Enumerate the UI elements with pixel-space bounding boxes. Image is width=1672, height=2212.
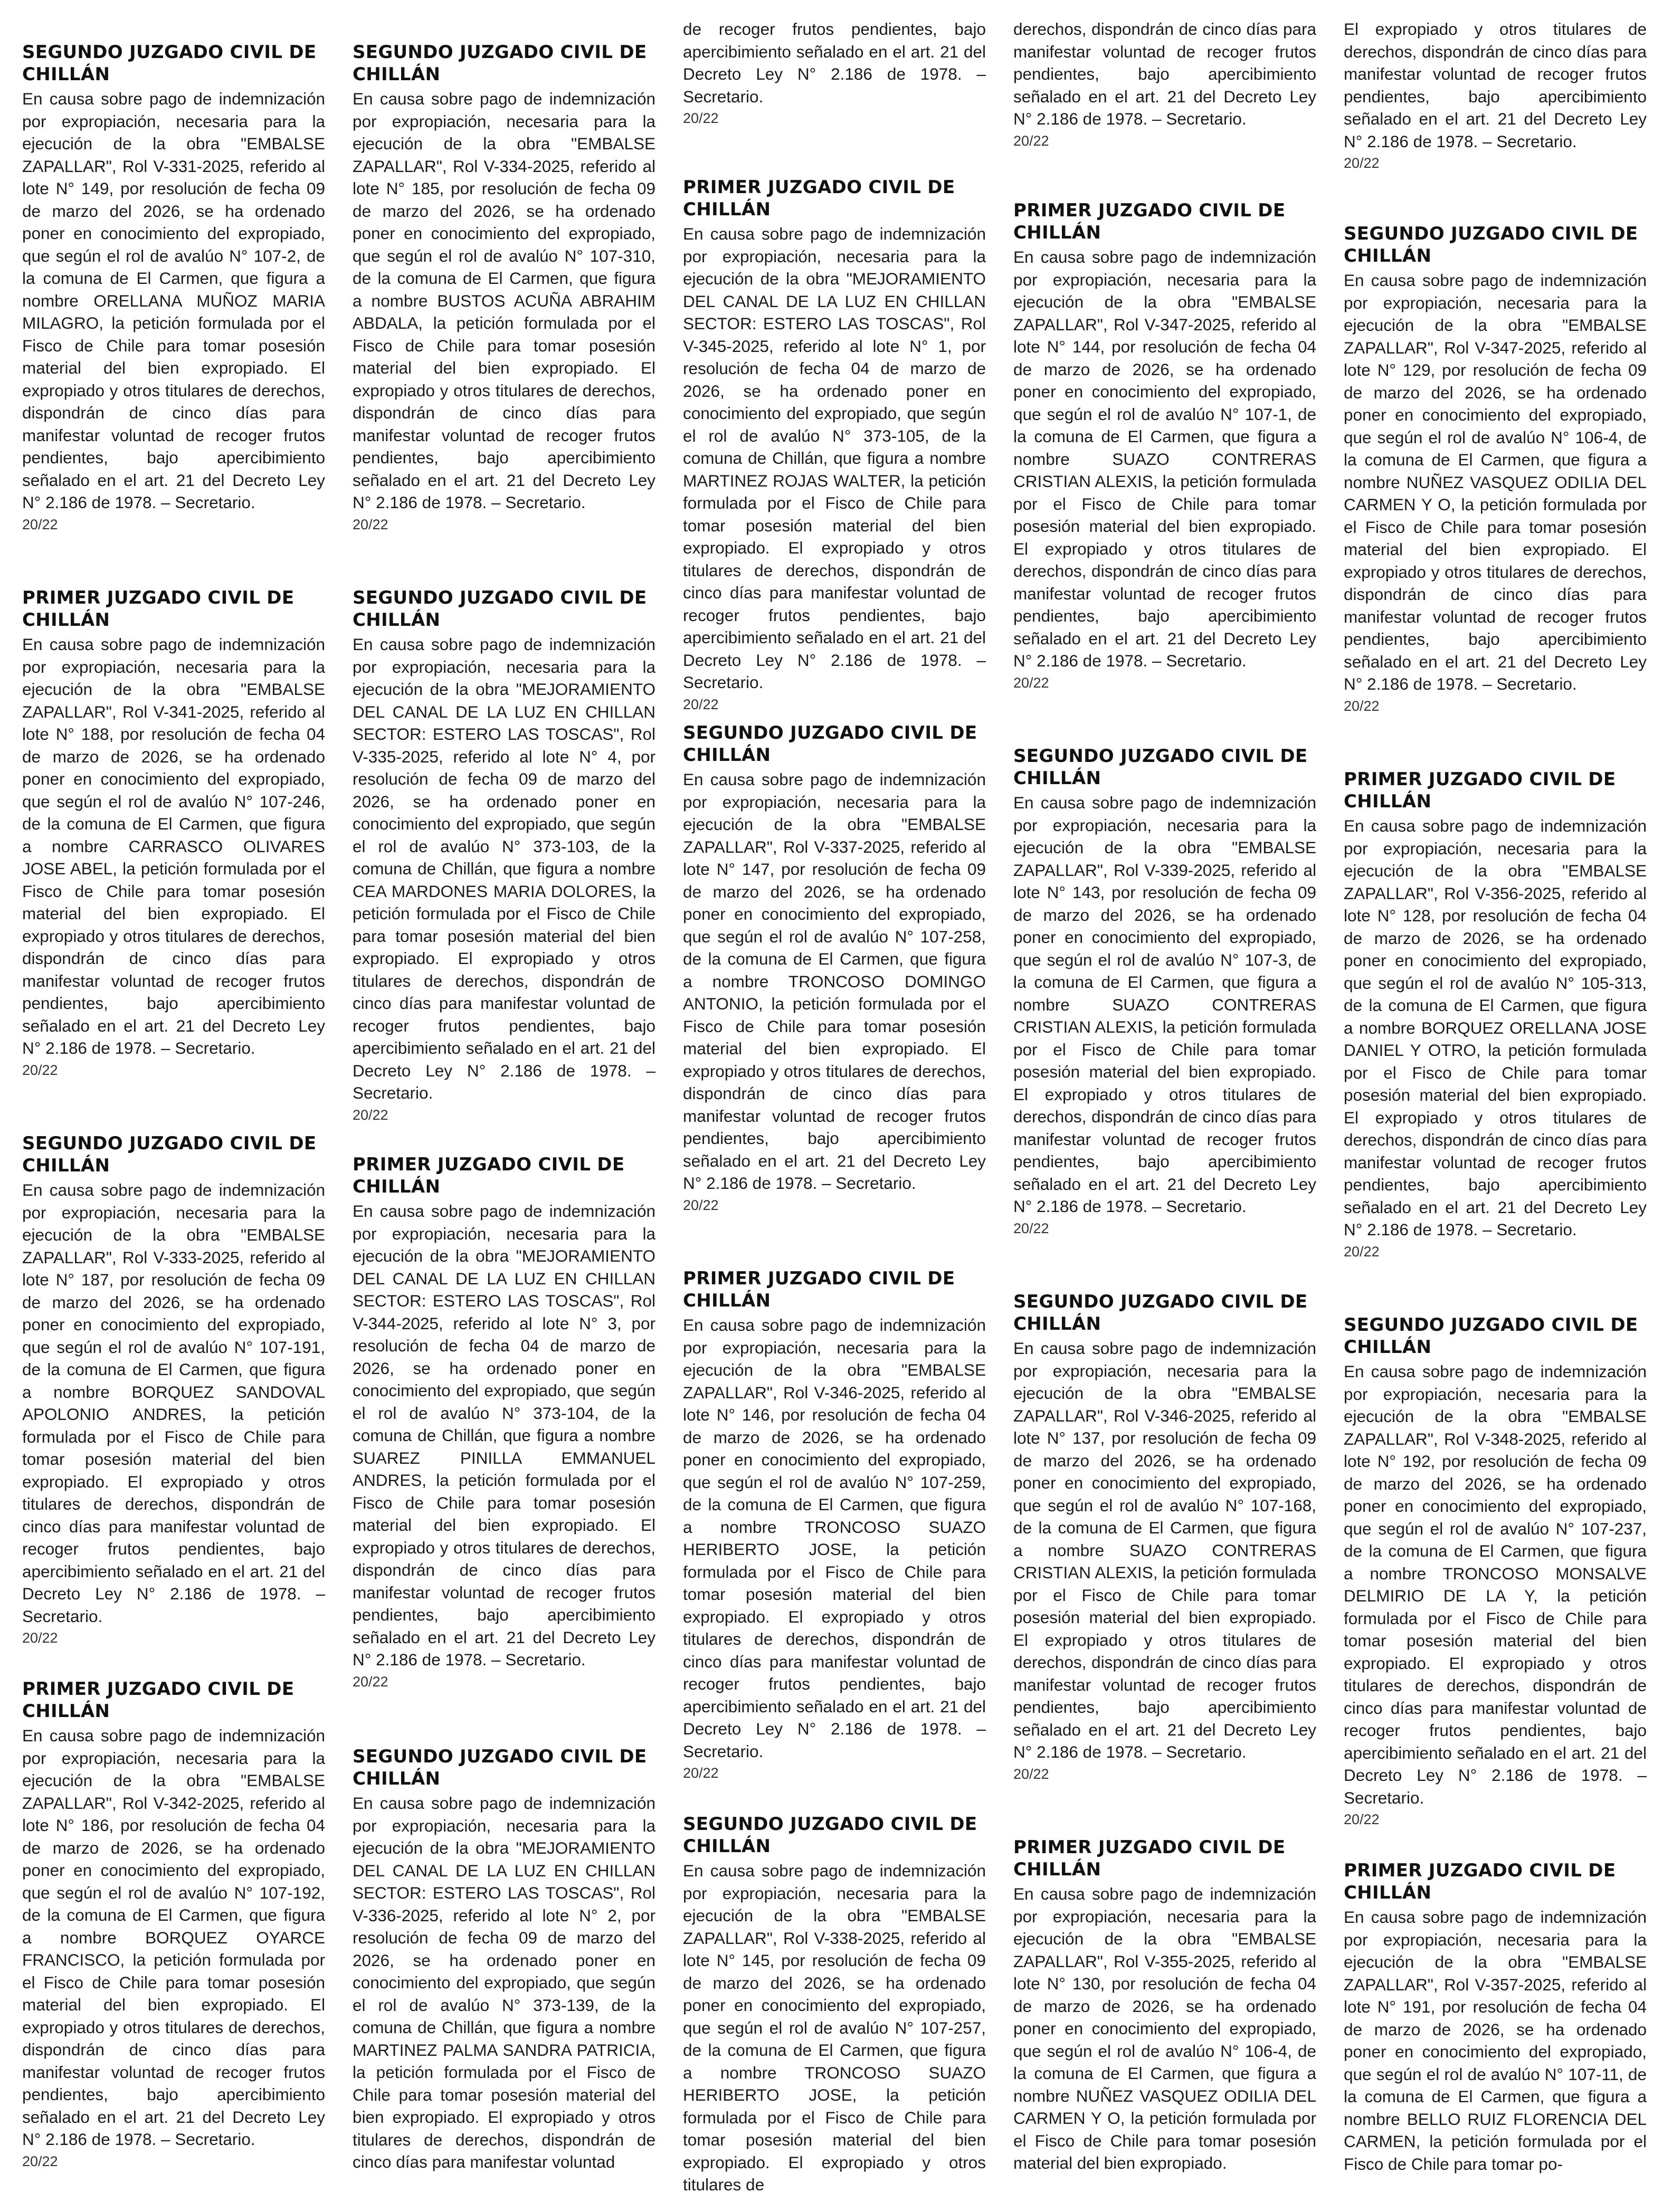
legal-notice bbox=[1013, 199, 1316, 692]
legal-notice bbox=[1013, 745, 1316, 1238]
legal-notice bbox=[22, 587, 325, 1080]
notice-body: En causa sobre pago de indemnización por expropiación, necesaria para la ejecución de la obra "EMBALSE ZAPALLAR", Rol V-347-2025, referido al lote N° 144, por resolución de fecha 04 de marzo de 2026, se ha ordenado poner en conocimiento del expropiado, que según el rol de avalúo N° 107-1, de la comuna de El Carmen, que figura a nombre SUAZO CONTRERAS CRISTIAN ALEXIS, la petición formulada por el Fisco de Chile para tomar posesión material del bien expropiado. El expropiado y otros titulares de derechos, dispondrán de cinco días para manifestar voluntad de recoger frutos pendientes, bajo apercibimiento señalado en el art. 21 del Decreto Ley N° 2.186 de 1978. – Secretario. bbox=[1013, 247, 1316, 670]
notice-body: En causa sobre pago de indemnización por expropiación, necesaria para la ejecución de la obra "MEJORAMIENTO DEL CANAL DE LA LUZ EN CHILLAN SECTOR: ESTERO LAS TOSCAS", Rol V-336-2025, referido al lote N° 2, por resolución de fecha 09 de marzo del 2026, se ha ordenado poner en conocimiento del expropiado, que según el rol de avalúo N° 373-139, de la comuna de Chillán, que figura a nombre MARTINEZ PALMA SANDRA PATRICIA, la petición formulada por el Fisco de Chile para tomar posesión material del bien expropiado. El expropiado y otros titulares de derechos, dispondrán de cinco días para manifestar voluntad bbox=[353, 1794, 656, 2171]
notice-body: En causa sobre pago de indemnización por expropiación, necesaria para la ejecución de la obra "MEJORAMIENTO DEL CANAL DE LA LUZ EN CHILLAN SECTOR: ESTERO LAS TOSCAS", Rol V-345-2025, referido al lote N° 1, por resolución de fecha 04 de marzo de 2026, se ha ordenado poner en conocimiento del expropiado, que según el rol de avalúo N° 373-105, de la comuna de Chillán, que figura a nombre MARTINEZ ROJAS WALTER, la petición formulada por el Fisco de Chile para tomar posesión material del bien expropiado. El expropiado y otros titulares de derechos, dispondrán de cinco días para manifestar voluntad de recoger frutos pendientes, bajo apercibimiento señalado en el art. 21 del Decreto Ley N° 2.186 de 1978. – Secretario. bbox=[683, 224, 986, 692]
legal-notice bbox=[22, 1678, 325, 2171]
notice-title: SEGUNDO JUZGADO CIVIL DE CHILLÁN bbox=[683, 722, 977, 766]
notice-code: 20/22 bbox=[683, 1197, 719, 1213]
notice-body: En causa sobre pago de indemnización por expropiación, necesaria para la ejecución de la obra "EMBALSE ZAPALLAR", Rol V-337-2025, referido al lote N° 147, por resolución de fecha 09 de marzo del 2026, se ha ordenado poner en conocimiento del expropiado, que según el rol de avalúo N° 107-258, de la comuna de El Carmen, que figura a nombre TRONCOSO DOMINGO ANTONIO, la petición formulada por el Fisco de Chile para tomar posesión material del bien expropiado. El expropiado y otros titulares de derechos, dispondrán de cinco días para manifestar voluntad de recoger frutos pendientes, bajo apercibimiento señalado en el art. 21 del Decreto Ley N° 2.186 de 1978. – Secretario. bbox=[683, 770, 986, 1193]
notice-code: 20/22 bbox=[683, 1765, 719, 1781]
notice-code: 20/22 bbox=[22, 2153, 58, 2169]
notice-title: SEGUNDO JUZGADO CIVIL DE CHILLÁN bbox=[1013, 746, 1308, 789]
notice-body: En causa sobre pago de indemnización por expropiación, necesaria para la ejecución de la obra "EMBALSE ZAPALLAR", Rol V-338-2025, referido al lote N° 145, por resolución de fecha 09 de marzo del 2026, se ha ordenado poner en conocimiento del expropiado, que según el rol de avalúo N° 107-257, de la comuna de El Carmen, que figura a nombre TRONCOSO SUAZO HERIBERTO JOSE, la petición formulada por el Fisco de Chile para tomar posesión material del bien expropiado. El expropiado y otros titulares de bbox=[683, 1861, 986, 2194]
notice-title: PRIMER JUZGADO CIVIL DE CHILLÁN bbox=[1013, 1837, 1286, 1880]
notice-code: 20/22 bbox=[683, 696, 719, 712]
notice-code: 20/22 bbox=[353, 516, 388, 532]
notice-body: El expropiado y otros titulares de derechos, dispondrán de cinco días para manifestar voluntad de recoger frutos pendientes, bajo apercibimiento señalado en el art. 21 del Decreto Ley N° 2.186 de 1978. – Secretario. bbox=[1344, 20, 1647, 151]
legal-notice bbox=[1344, 768, 1647, 1261]
notice-title: PRIMER JUZGADO CIVIL DE CHILLÁN bbox=[1344, 769, 1616, 812]
notice-body: En causa sobre pago de indemnización por expropiación, necesaria para la ejecución de la obra "EMBALSE ZAPALLAR", Rol V-346-2025, referido al lote N° 146, por resolución de fecha 04 de marzo de 2026, se ha ordenado poner en conocimiento del expropiado, que según el rol de avalúo N° 107-259, de la comuna de El Carmen, que figura a nombre TRONCOSO SUAZO HERIBERTO JOSE, la petición formulada por el Fisco de Chile para tomar posesión material del bien expropiado. El expropiado y otros titulares de derechos, dispondrán de cinco días para manifestar voluntad de recoger frutos pendientes, bajo apercibimiento señalado en el art. 21 del Decreto Ley N° 2.186 de 1978. – Secretario. bbox=[683, 1315, 986, 1761]
legal-notice bbox=[353, 587, 656, 1124]
notice-title: SEGUNDO JUZGADO CIVIL DE CHILLÁN bbox=[1344, 1314, 1638, 1358]
notice-code: 20/22 bbox=[1344, 155, 1380, 171]
legal-notice bbox=[1344, 223, 1647, 716]
notice-title: SEGUNDO JUZGADO CIVIL DE CHILLÁN bbox=[353, 587, 647, 631]
column-1 bbox=[22, 0, 325, 2212]
notice-title: SEGUNDO JUZGADO CIVIL DE CHILLÁN bbox=[1344, 223, 1638, 266]
legal-notice bbox=[683, 18, 986, 128]
legal-notice bbox=[1013, 1836, 1316, 2176]
notice-code: 20/22 bbox=[1013, 1766, 1049, 1782]
legal-notice bbox=[22, 1132, 325, 1647]
notice-body: En causa sobre pago de indemnización por expropiación, necesaria para la ejecución de la obra "EMBALSE ZAPALLAR", Rol V-346-2025, referido al lote N° 137, por resolución de fecha 09 de marzo del 2026, se ha ordenado poner en conocimiento del expropiado, que según el rol de avalúo N° 107-168, de la comuna de El Carmen, que figura a nombre SUAZO CONTRERAS CRISTIAN ALEXIS, la petición formulada por el Fisco de Chile para tomar posesión material del bien expropiado. El expropiado y otros titulares de derechos, dispondrán de cinco días para manifestar voluntad de recoger frutos pendientes, bajo apercibimiento señalado en el art. 21 del Decreto Ley N° 2.186 de 1978. – Secretario. bbox=[1013, 1339, 1316, 1761]
legal-notice bbox=[683, 1267, 986, 1782]
notice-body: de recoger frutos pendientes, bajo apercibimiento señalado en el art. 21 del Decreto Ley N° 2.186 de 1978. – Secretario. bbox=[683, 20, 986, 106]
notice-code: 20/22 bbox=[1344, 1811, 1380, 1827]
notice-title: PRIMER JUZGADO CIVIL DE CHILLÁN bbox=[1344, 1860, 1616, 1903]
notice-body: En causa sobre pago de indemnización por expropiación, necesaria para la ejecución de la obra "EMBALSE ZAPALLAR", Rol V-357-2025, referido al lote N° 191, por resolución de fecha 04 de marzo de 2026, se ha ordenado poner en conocimiento del expropiado, que según el rol de avalúo N° 107-11, de la comuna de El Carmen, que figura a nombre BELLO RUIZ FLORENCIA DEL CARMEN, la petición formulada por el Fisco de Chile para tomar po- bbox=[1344, 1908, 1647, 2173]
legal-notice bbox=[353, 1153, 656, 1691]
legal-notice bbox=[1344, 18, 1647, 173]
notice-code: 20/22 bbox=[1013, 132, 1049, 149]
notice-body: En causa sobre pago de indemnización por expropiación, necesaria para la ejecución de la obra "EMBALSE ZAPALLAR", Rol V-333-2025, referido al lote N° 187, por resolución de fecha 09 de marzo del 2026, se ha ordenado poner en conocimiento del expropiado, que según el rol de avalúo N° 107-191, de la comuna de El Carmen, que figura a nombre BORQUEZ SANDOVAL APOLONIO ANDRES, la petición formulada por el Fisco de Chile para tomar posesión material del bien expropiado. El expropiado y otros titulares de derechos, dispondrán de cinco días para manifestar voluntad de recoger frutos pendientes, bajo apercibimiento señalado en el art. 21 del Decreto Ley N° 2.186 de 1978. – Secretario. bbox=[22, 1180, 325, 1626]
notice-code: 20/22 bbox=[1344, 1243, 1380, 1260]
notice-title: SEGUNDO JUZGADO CIVIL DE CHILLÁN bbox=[1013, 1291, 1308, 1334]
legal-notice bbox=[353, 41, 656, 534]
notice-body: En causa sobre pago de indemnización por expropiación, necesaria para la ejecución de la obra "EMBALSE ZAPALLAR", Rol V-331-2025, referido al lote N° 149, por resolución de fecha 09 de marzo del 2026, se ha ordenado poner en conocimiento del expropiado, que según el rol de avalúo N° 107-2, de la comuna de El Carmen, que figura a nombre ORELLANA MUÑOZ MARIA MILAGRO, la petición formulada por el Fisco de Chile para tomar posesión material del bien expropiado. El expropiado y otros titulares de derechos, dispondrán de cinco días para manifestar voluntad de recoger frutos pendientes, bajo apercibimiento señalado en el art. 21 del Decreto Ley N° 2.186 de 1978. – Secretario. bbox=[22, 89, 325, 512]
notice-body: En causa sobre pago de indemnización por expropiación, necesaria para la ejecución de la obra "MEJORAMIENTO DEL CANAL DE LA LUZ EN CHILLAN SECTOR: ESTERO LAS TOSCAS", Rol V-344-2025, referido al lote N° 3, por resolución de fecha 04 de marzo de 2026, se ha ordenado poner en conocimiento del expropiado, que según el rol de avalúo N° 373-104, de la comuna de Chillán, que figura a nombre SUAREZ PINILLA EMMANUEL ANDRES, la petición formulada por el Fisco de Chile para tomar posesión material del bien expropiado. El expropiado y otros titulares de derechos, dispondrán de cinco días para manifestar voluntad de recoger frutos pendientes, bajo apercibimiento señalado en el art. 21 del Decreto Ley N° 2.186 de 1978. – Secretario. bbox=[353, 1202, 656, 1669]
notice-body: derechos, dispondrán de cinco días para manifestar voluntad de recoger frutos pendientes, bajo apercibimiento señalado en el art. 21 del Decreto Ley N° 2.186 de 1978. – Secretario. bbox=[1013, 20, 1316, 128]
notice-body: En causa sobre pago de indemnización por expropiación, necesaria para la ejecución de la obra "EMBALSE ZAPALLAR", Rol V-342-2025, referido al lote N° 186, por resolución de fecha 04 de marzo de 2026, se ha ordenado poner en conocimiento del expropiado, que según el rol de avalúo N° 107-192, de la comuna de El Carmen, que figura a nombre BORQUEZ OYARCE FRANCISCO, la petición formulada por el Fisco de Chile para tomar posesión material del bien expropiado. El expropiado y otros titulares de derechos, dispondrán de cinco días para manifestar voluntad de recoger frutos pendientes, bajo apercibimiento señalado en el art. 21 del Decreto Ley N° 2.186 de 1978. – Secretario. bbox=[22, 1726, 325, 2149]
legal-notice bbox=[683, 1813, 986, 2197]
notice-code: 20/22 bbox=[22, 1062, 58, 1078]
notice-code: 20/22 bbox=[22, 516, 58, 532]
notice-title: PRIMER JUZGADO CIVIL DE CHILLÁN bbox=[683, 177, 955, 220]
notice-title: PRIMER JUZGADO CIVIL DE CHILLÁN bbox=[683, 1268, 955, 1311]
notice-title: SEGUNDO JUZGADO CIVIL DE CHILLÁN bbox=[22, 42, 317, 85]
column-2 bbox=[353, 0, 656, 2212]
legal-notice bbox=[353, 1746, 656, 2175]
notice-title: SEGUNDO JUZGADO CIVIL DE CHILLÁN bbox=[683, 1814, 977, 1857]
notice-code: 20/22 bbox=[1013, 674, 1049, 691]
notice-body: En causa sobre pago de indemnización por expropiación, necesaria para la ejecución de la obra "EMBALSE ZAPALLAR", Rol V-355-2025, referido al lote N° 130, por resolución de fecha 04 de marzo de 2026, se ha ordenado poner en conocimiento del expropiado, que según el rol de avalúo N° 106-4, de la comuna de El Carmen, que figura a nombre NUÑEZ VASQUEZ ODILIA DEL CARMEN Y O, la petición formulada por el Fisco de Chile para tomar posesión material del bien expropiado. bbox=[1013, 1884, 1316, 2172]
notice-body: En causa sobre pago de indemnización por expropiación, necesaria para la ejecución de la obra "EMBALSE ZAPALLAR", Rol V-347-2025, referido al lote N° 129, por resolución de fecha 09 de marzo del 2026, se ha ordenado poner en conocimiento del expropiado, que según el rol de avalúo N° 106-4, de la comuna de El Carmen, que figura a nombre NUÑEZ VASQUEZ ODILIA DEL CARMEN Y O, la petición formulada por el Fisco de Chile para tomar posesión material del bien expropiado. El expropiado y otros titulares de derechos, dispondrán de cinco días para manifestar voluntad de recoger frutos pendientes, bajo apercibimiento señalado en el art. 21 del Decreto Ley N° 2.186 de 1978. – Secretario. bbox=[1344, 271, 1647, 693]
notice-title: PRIMER JUZGADO CIVIL DE CHILLÁN bbox=[22, 587, 294, 631]
notice-body: En causa sobre pago de indemnización por expropiación, necesaria para la ejecución de la obra "EMBALSE ZAPALLAR", Rol V-339-2025, referido al lote N° 143, por resolución de fecha 09 de marzo del 2026, se ha ordenado poner en conocimiento del expropiado, que según el rol de avalúo N° 107-3, de la comuna de El Carmen, que figura a nombre SUAZO CONTRERAS CRISTIAN ALEXIS, la petición formulada por el Fisco de Chile para tomar posesión material del bien expropiado. El expropiado y otros titulares de derechos, dispondrán de cinco días para manifestar voluntad de recoger frutos pendientes, bajo apercibimiento señalado en el art. 21 del Decreto Ley N° 2.186 de 1978. – Secretario. bbox=[1013, 793, 1316, 1216]
notice-body: En causa sobre pago de indemnización por expropiación, necesaria para la ejecución de la obra "EMBALSE ZAPALLAR", Rol V-356-2025, referido al lote N° 128, por resolución de fecha 04 de marzo de 2026, se ha ordenado poner en conocimiento del expropiado, que según el rol de avalúo N° 105-313, de la comuna de El Carmen, que figura a nombre BORQUEZ ORELLANA JOSE DANIEL Y OTRO, la petición formulada por el Fisco de Chile para tomar posesión material del bien expropiado. El expropiado y otros titulares de derechos, dispondrán de cinco días para manifestar voluntad de recoger frutos pendientes, bajo apercibimiento señalado en el art. 21 del Decreto Ley N° 2.186 de 1978. – Secretario. bbox=[1344, 816, 1647, 1239]
legal-notice bbox=[683, 722, 986, 1215]
notice-code: 20/22 bbox=[1344, 698, 1380, 714]
notice-title: PRIMER JUZGADO CIVIL DE CHILLÁN bbox=[1013, 200, 1286, 243]
column-4 bbox=[1013, 0, 1316, 2212]
legal-notice bbox=[22, 41, 325, 534]
notice-title: SEGUNDO JUZGADO CIVIL DE CHILLÁN bbox=[353, 42, 647, 85]
legal-notice bbox=[1013, 1291, 1316, 1784]
notice-code: 20/22 bbox=[353, 1673, 388, 1690]
column-3 bbox=[683, 0, 986, 2212]
notice-body: En causa sobre pago de indemnización por expropiación, necesaria para la ejecución de la obra "EMBALSE ZAPALLAR", Rol V-348-2025, referido al lote N° 192, por resolución de fecha 09 de marzo del 2026, se ha ordenado poner en conocimiento del expropiado, que según el rol de avalúo N° 107-237, de la comuna de El Carmen, que figura a nombre TRONCOSO MONSALVE DELMIRIO DE LA Y, la petición formulada por el Fisco de Chile para tomar posesión material del bien expropiado. El expropiado y otros titulares de derechos, dispondrán de cinco días para manifestar voluntad de recoger frutos pendientes, bajo apercibimiento señalado en el art. 21 del Decreto Ley N° 2.186 de 1978. – Secretario. bbox=[1344, 1362, 1647, 1807]
column-5 bbox=[1344, 0, 1647, 2212]
legal-notice bbox=[1013, 18, 1316, 150]
notice-body: En causa sobre pago de indemnización por expropiación, necesaria para la ejecución de la obra "EMBALSE ZAPALLAR", Rol V-334-2025, referido al lote N° 185, por resolución de fecha 09 de marzo del 2026, se ha ordenado poner en conocimiento del expropiado, que según el rol de avalúo N° 107-310, de la comuna de El Carmen, que figura a nombre BUSTOS ACUÑA ABRAHIM ABDALA, la petición formulada por el Fisco de Chile para tomar posesión material del bien expropiado. El expropiado y otros titulares de derechos, dispondrán de cinco días para manifestar voluntad de recoger frutos pendientes, bajo apercibimiento señalado en el art. 21 del Decreto Ley N° 2.186 de 1978. – Secretario. bbox=[353, 89, 656, 512]
notice-code: 20/22 bbox=[353, 1107, 388, 1123]
notice-body: En causa sobre pago de indemnización por expropiación, necesaria para la ejecución de la obra "MEJORAMIENTO DEL CANAL DE LA LUZ EN CHILLAN SECTOR: ESTERO LAS TOSCAS", Rol V-335-2025, referido al lote N° 4, por resolución de fecha 09 de marzo del 2026, se ha ordenado poner en conocimiento del expropiado, que según el rol de avalúo N° 373-103, de la comuna de Chillán, que figura a nombre CEA MARDONES MARIA DOLORES, la petición formulada por el Fisco de Chile para tomar posesión material del bien expropiado. El expropiado y otros titulares de derechos, dispondrán de cinco días para manifestar voluntad de recoger frutos pendientes, bajo apercibimiento señalado en el art. 21 del Decreto Ley N° 2.186 de 1978. – Secretario. bbox=[353, 635, 656, 1102]
notice-title: PRIMER JUZGADO CIVIL DE CHILLÁN bbox=[22, 1679, 294, 1722]
notice-body: En causa sobre pago de indemnización por expropiación, necesaria para la ejecución de la obra "EMBALSE ZAPALLAR", Rol V-341-2025, referido al lote N° 188, por resolución de fecha 04 de marzo de 2026, se ha ordenado poner en conocimiento del expropiado, que según el rol de avalúo N° 107-246, de la comuna de El Carmen, que figura a nombre CARRASCO OLIVARES JOSE ABEL, la petición formulada por el Fisco de Chile para tomar posesión material del bien expropiado. El expropiado y otros titulares de derechos, dispondrán de cinco días para manifestar voluntad de recoger frutos pendientes, bajo apercibimiento señalado en el art. 21 del Decreto Ley N° 2.186 de 1978. – Secretario. bbox=[22, 635, 325, 1057]
notice-code: 20/22 bbox=[22, 1630, 58, 1646]
notice-title: PRIMER JUZGADO CIVIL DE CHILLÁN bbox=[353, 1154, 625, 1197]
legal-notice bbox=[1344, 1314, 1647, 1829]
notice-title: SEGUNDO JUZGADO CIVIL DE CHILLÁN bbox=[353, 1746, 647, 1789]
notice-code: 20/22 bbox=[1013, 1220, 1049, 1236]
notice-title: SEGUNDO JUZGADO CIVIL DE CHILLÁN bbox=[22, 1133, 317, 1176]
legal-notice bbox=[683, 176, 986, 714]
notice-code: 20/22 bbox=[683, 110, 719, 126]
legal-notice bbox=[1344, 1860, 1647, 2176]
